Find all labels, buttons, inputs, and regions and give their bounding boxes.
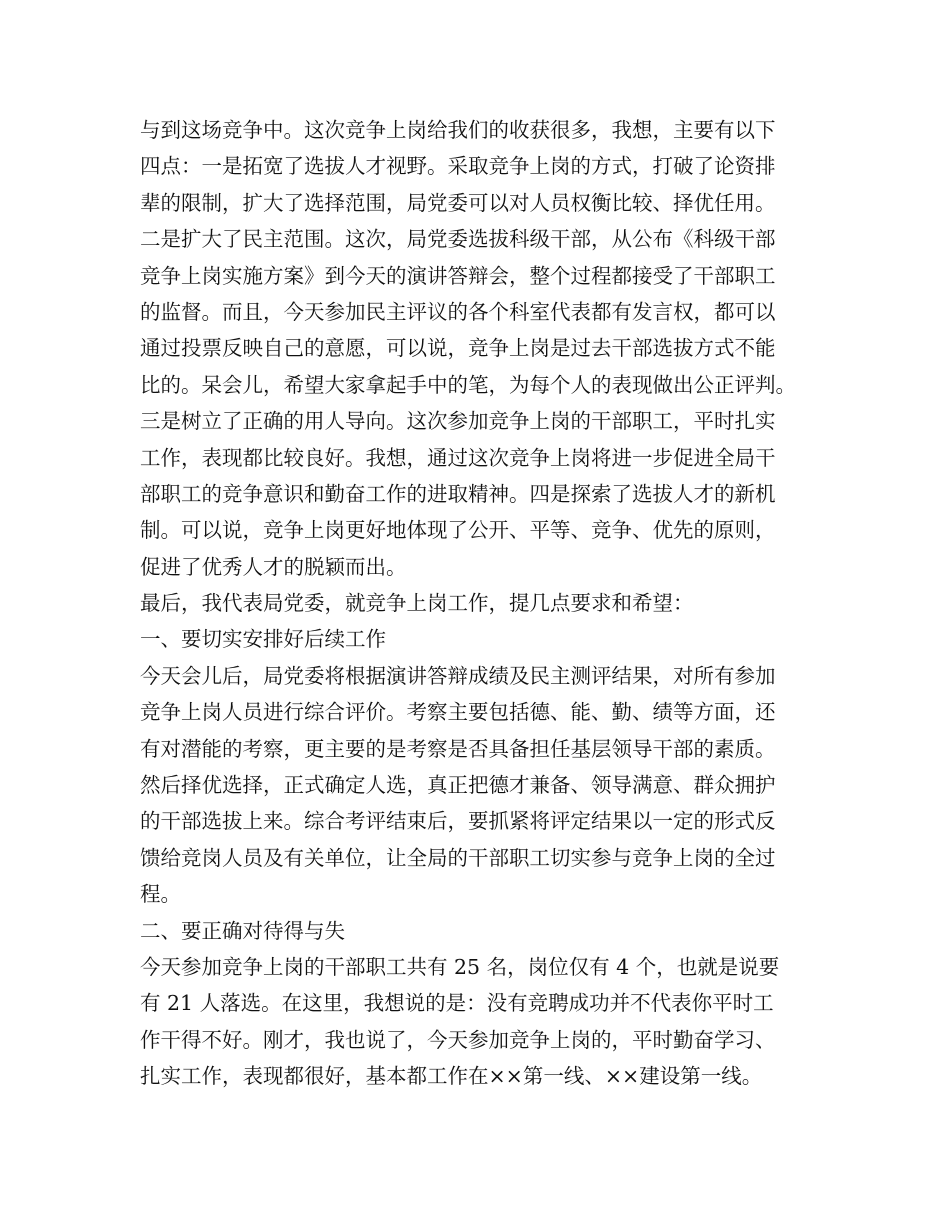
text-line: 作干得不好。刚才，我也说了，今天参加竞争上岗的，平时勤奋学习、	[140, 1027, 776, 1052]
text-line: 扎实工作，表现都很好，基本都工作在××第一线、××建设第一线。	[140, 1064, 763, 1089]
text-line: 二是扩大了民主范围。这次，局党委选拔科级干部，从公布《科级干部	[140, 227, 776, 252]
text-line: 最后，我代表局党委，就竞争上岗工作，提几点要求和希望：	[140, 591, 694, 616]
text-line: 制。可以说，竞争上岗更好地体现了公开、平等、竞争、优先的原则，	[140, 518, 776, 543]
text-line: 有对潜能的考察，更主要的是考察是否具备担任基层领导干部的素质。	[140, 736, 776, 761]
text-line: 工作，表现都比较良好。我想，通过这次竞争上岗将进一步促进全局干	[140, 445, 776, 470]
text-line: 比的。呆会儿，希望大家拿起手中的笔，为每个人的表现做出公正评判。	[140, 372, 796, 397]
text-line: 今天会儿后，局党委将根据演讲答辩成绩及民主测评结果，对所有参加	[140, 663, 776, 688]
text-line: 促进了优秀人才的脱颖而出。	[140, 554, 407, 579]
text-line: 程。	[140, 882, 181, 907]
text-line: 通过投票反映自己的意愿，可以说，竞争上岗是过去干部选拔方式不能	[140, 336, 776, 361]
text-line: 部职工的竞争意识和勤奋工作的进取精神。四是探索了选拔人才的新机	[140, 481, 776, 506]
section-heading: 一、要切实安排好后续工作	[140, 627, 386, 652]
text-line: 三是树立了正确的用人导向。这次参加竞争上岗的干部职工，平时扎实	[140, 409, 776, 434]
text-line: 今天参加竞争上岗的干部职工共有 25 名，岗位仅有 4 个，也就是说要	[140, 954, 780, 979]
text-line: 馈给竞岗人员及有关单位，让全局的干部职工切实参与竞争上岗的全过	[140, 845, 776, 870]
text-line: 的监督。而且，今天参加民主评议的各个科室代表都有发言权，都可以	[140, 299, 776, 324]
text-line: 竞争上岗实施方案》到今天的演讲答辩会，整个过程都接受了干部职工	[140, 263, 776, 288]
text-line: 有 21 人落选。在这里，我想说的是：没有竞聘成功并不代表你平时工	[140, 991, 774, 1016]
text-line: 的干部选拔上来。综合考评结束后，要抓紧将评定结果以一定的形式反	[140, 809, 776, 834]
text-line: 竞争上岗人员进行综合评价。考察主要包括德、能、勤、绩等方面，还	[140, 700, 776, 725]
section-heading: 二、要正确对待得与失	[140, 918, 345, 943]
text-line: 然后择优选择，正式确定人选，真正把德才兼备、领导满意、群众拥护	[140, 773, 776, 798]
body-text	[140, 112, 820, 1095]
text-line: 辈的限制，扩大了选择范围，局党委可以对人员权衡比较、择优任用。	[140, 190, 776, 215]
text-line: 与到这场竞争中。这次竞争上岗给我们的收获很多，我想，主要有以下	[140, 118, 776, 142]
text-line: 四点：一是拓宽了选拔人才视野。采取竞争上岗的方式，打破了论资排	[140, 154, 776, 179]
